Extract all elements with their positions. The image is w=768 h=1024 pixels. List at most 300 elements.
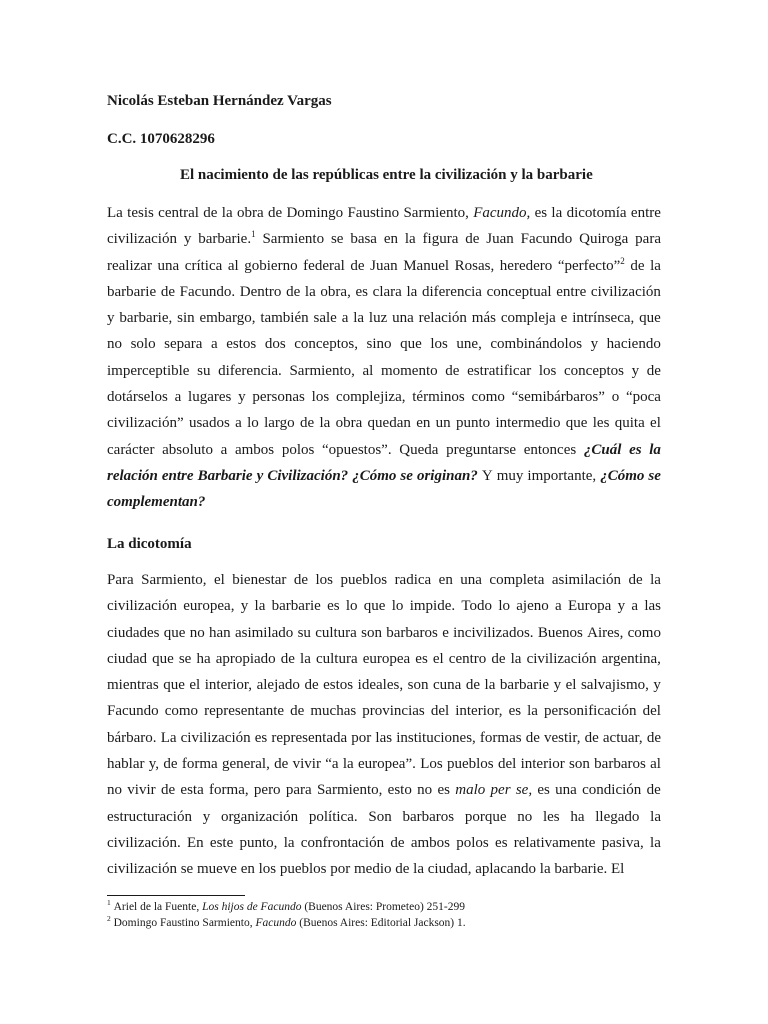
word: barbaros (386, 624, 438, 641)
word: de (525, 729, 540, 746)
word: su (197, 362, 211, 379)
word: no (107, 782, 122, 799)
word: al (650, 756, 661, 773)
word: de (584, 729, 599, 746)
text-line (107, 200, 661, 226)
word: que (152, 650, 174, 667)
word: una (157, 257, 180, 274)
word: Quiroga (579, 231, 629, 248)
text-line (107, 751, 661, 777)
footnotes (107, 899, 661, 931)
word: de (646, 362, 661, 379)
word: quita (614, 415, 645, 432)
word: la (406, 283, 418, 300)
emphasized-question: Barbarie (197, 467, 253, 484)
word: estratificar (467, 362, 532, 379)
word: ciudades (107, 624, 160, 641)
text-line (107, 856, 661, 882)
word: la (650, 257, 661, 274)
word: de (630, 257, 645, 274)
text-line (107, 305, 661, 331)
text-line (107, 331, 661, 357)
word: en (416, 415, 431, 432)
word: personificación (544, 703, 637, 720)
word: solo (130, 336, 156, 353)
footnote-separator (107, 895, 245, 896)
word: interior (520, 756, 565, 773)
word: Sarmiento, (403, 205, 469, 221)
word: vivir (127, 782, 156, 799)
word: realizar (107, 257, 152, 274)
word: Sarmiento, (316, 782, 383, 799)
text-line (107, 226, 661, 252)
word: une, (456, 336, 482, 353)
word: Queda (399, 441, 439, 458)
word: una (460, 572, 482, 588)
citation-title: Los hijos de Facundo (202, 901, 302, 913)
word: instituciones, (396, 729, 476, 746)
word: la (527, 703, 538, 720)
word: a (235, 415, 242, 432)
word: alejado (256, 677, 300, 694)
word: haciendo (606, 336, 661, 353)
word: Buenos (537, 624, 583, 641)
word: ciudad (107, 650, 147, 667)
word: La (107, 205, 123, 221)
word: de (290, 703, 305, 720)
word: combinándolos (490, 336, 583, 353)
word: ambos (234, 441, 275, 458)
word: se (178, 650, 192, 667)
word: las (644, 598, 661, 615)
word: momento (380, 362, 438, 379)
word: se (330, 231, 344, 248)
word: bienestar (232, 572, 287, 588)
word: intermedio (495, 415, 561, 432)
word: es (508, 703, 522, 720)
word: que (363, 598, 386, 615)
word: Y (481, 467, 493, 484)
word: lo (391, 598, 404, 615)
word: al (227, 257, 239, 274)
word: Juan (486, 231, 514, 248)
word: el (650, 415, 661, 432)
word: de (293, 572, 309, 588)
word: es (415, 650, 428, 667)
word: europea (362, 650, 411, 667)
word: confrontación (300, 834, 385, 851)
italic-text: malo (455, 782, 486, 799)
word: son (569, 756, 590, 773)
word: del (642, 703, 661, 720)
word: a (220, 441, 228, 458)
word: conceptos (564, 362, 624, 379)
word: Facundo (520, 231, 573, 248)
word-with-footnote (558, 253, 625, 279)
word: gobierno (244, 257, 298, 274)
word: en (438, 572, 453, 588)
word: vestir, (543, 729, 581, 746)
word: quedan (367, 415, 411, 432)
word: representada (271, 729, 348, 746)
text-line (107, 725, 661, 751)
word: cultura (315, 650, 358, 667)
word: argentina, (601, 650, 661, 667)
word: no (417, 782, 433, 799)
word: y, (148, 756, 160, 773)
text-line (107, 410, 661, 436)
word: bárbaro. (107, 729, 157, 746)
word: de (280, 650, 295, 667)
word: civilización (526, 650, 597, 667)
word: que (565, 415, 588, 432)
word: de (465, 231, 480, 248)
word: que (163, 677, 185, 694)
emphasized-question: y (256, 467, 264, 484)
word: a (631, 598, 639, 615)
word: “semibárbaros” (511, 389, 605, 406)
word: Todo (461, 598, 493, 615)
id-number: C.C. 1070628296 (107, 131, 215, 147)
citation-text: (Buenos Aires: Prometeo) 251-299 (301, 901, 465, 913)
word: por (351, 729, 372, 746)
word: como (471, 389, 505, 406)
text-line (107, 358, 661, 384)
word: un (435, 415, 451, 432)
word: y (202, 808, 211, 825)
emphasized-question: Civilización? (267, 467, 349, 484)
word: de (274, 756, 289, 773)
word: largo (264, 415, 295, 432)
word: no (107, 336, 122, 353)
word: Los (420, 756, 443, 773)
word: esto (387, 782, 412, 799)
word: estos (323, 677, 354, 694)
text-line (107, 437, 661, 463)
word: de (160, 782, 176, 799)
word: intrínseca, (572, 310, 635, 327)
emphasized-question: ¿Cómo (600, 467, 645, 484)
word: la (650, 834, 661, 851)
word: del (497, 756, 517, 773)
word: y (590, 336, 599, 353)
word: el (565, 677, 577, 694)
text-line (107, 830, 661, 856)
document-title: El nacimiento de las repúblicas entre la civilización y la barbarie (180, 167, 593, 183)
word: civilización (107, 231, 177, 248)
word: a (341, 310, 349, 327)
word: conceptos, (294, 336, 358, 353)
word: polos (456, 834, 489, 851)
word: europea, (183, 598, 235, 615)
word: han (209, 624, 231, 641)
word: formas (479, 729, 522, 746)
word: las (375, 729, 393, 746)
word: no (517, 808, 533, 825)
emphasized-question: complementan? (107, 494, 206, 511)
word: pueblos (340, 572, 388, 588)
word: como (164, 703, 199, 720)
word: relación (418, 310, 467, 327)
word: europea”. (358, 756, 416, 773)
word: entre (556, 283, 587, 300)
word: luz (368, 310, 388, 327)
word: centro (448, 650, 487, 667)
word: Domingo (286, 205, 344, 221)
word: diferencia. (218, 362, 282, 379)
word: los (311, 389, 330, 406)
word: llegado (595, 808, 640, 825)
word: civilización (590, 283, 661, 300)
word: la (551, 205, 563, 221)
word: estructuración (107, 808, 192, 825)
word: el (213, 572, 225, 588)
text-line (107, 567, 661, 593)
word: ambos (410, 834, 450, 851)
word: y (183, 231, 192, 248)
word: heredero (499, 257, 553, 274)
word: ajeno (516, 598, 549, 615)
word: es (495, 834, 508, 851)
word: dicotomía (566, 205, 627, 221)
word: absoluto (162, 441, 213, 458)
word: clara (372, 283, 402, 300)
word: Faustino (347, 205, 400, 221)
citation-text: Domingo Faustino Sarmiento, (110, 917, 256, 929)
word: y (617, 598, 626, 615)
word: figura (422, 231, 459, 248)
word: política. (308, 808, 358, 825)
word: una (555, 782, 577, 799)
word: los (538, 362, 557, 379)
word: compleja (500, 310, 556, 327)
text-line (107, 804, 661, 830)
word: es (537, 782, 550, 799)
word: son (361, 624, 382, 641)
word: En (186, 834, 204, 851)
text-line (107, 489, 661, 515)
word: provincias (362, 703, 425, 720)
word: de (350, 257, 365, 274)
word: forma, (209, 782, 249, 799)
word: en (383, 231, 398, 248)
text-line (107, 672, 661, 698)
text-line (107, 279, 661, 305)
word: de (304, 677, 319, 694)
word: civilización (107, 598, 177, 615)
italic-text: per (490, 782, 511, 799)
word: esta (180, 782, 204, 799)
word: mientras (107, 677, 159, 694)
word: federal (303, 257, 345, 274)
word: una (392, 310, 414, 327)
emphasized-question: se (400, 467, 413, 484)
footnote-reference: 2 (620, 255, 625, 266)
word: de (445, 362, 460, 379)
word: asimilado (234, 624, 294, 641)
word: barbarie, (119, 310, 173, 327)
footnote-number: 1 (107, 898, 111, 908)
word: lo (247, 415, 259, 432)
word: son (407, 677, 429, 694)
emphasized-question: la (649, 441, 661, 458)
word: punto, (239, 834, 278, 851)
word: barbaros (402, 808, 455, 825)
citation-title: Facundo (255, 917, 297, 929)
word: términos (412, 389, 465, 406)
citation-text: (Buenos Aires: Editorial Jackson) 1. (296, 917, 466, 929)
word: incivilizados. (453, 624, 534, 641)
word: dos (264, 336, 286, 353)
word: separa (164, 336, 203, 353)
word: condición (582, 782, 642, 799)
word: al (362, 362, 374, 379)
emphasized-question: ¿Cuál (583, 441, 622, 458)
word: de (267, 205, 283, 221)
word: obra, (320, 283, 351, 300)
word: embargo, (199, 310, 256, 327)
word: Facundo (107, 703, 159, 720)
word: es (355, 283, 368, 300)
word: entonces (523, 441, 577, 458)
word: barbarie. (198, 231, 252, 248)
word: que (400, 336, 422, 353)
italic-text: Facundo, (473, 205, 531, 221)
emphasized-question: entre (161, 467, 194, 484)
paragraph-dicotomia (107, 567, 661, 883)
word: vivir (292, 756, 321, 773)
word: cultura (315, 624, 357, 641)
emphasized-question: es (629, 441, 642, 458)
word: estos (226, 336, 257, 353)
word: de (160, 283, 175, 300)
word: punto (455, 415, 491, 432)
word: Son (368, 808, 392, 825)
word: imperceptible (107, 362, 190, 379)
word: hablar (107, 756, 145, 773)
word: de (299, 415, 315, 432)
word: barbarie (107, 283, 157, 300)
word: la (221, 205, 233, 221)
word: los (430, 336, 448, 353)
word: la (510, 650, 522, 667)
word: lo (345, 598, 358, 615)
word: lo (498, 598, 510, 615)
word: obra (236, 205, 264, 221)
word: obra (335, 415, 363, 432)
text-run: civilización se mueve en los pueblos por medio de la ciudad, aplacando la barbarie. El (107, 861, 625, 878)
word: les (542, 808, 560, 825)
word: muchas (310, 703, 357, 720)
word: ha (196, 650, 211, 667)
word: Manuel (403, 257, 450, 274)
word: e (560, 310, 568, 327)
word: apropiado (215, 650, 276, 667)
word: asimilación (551, 572, 621, 588)
word: el (189, 677, 201, 694)
word: y (107, 310, 115, 327)
emphasized-question: ¿Cómo (352, 467, 397, 484)
text-line (107, 620, 661, 646)
word: la (484, 677, 496, 694)
word: salvajismo, (580, 677, 649, 694)
word: la (342, 756, 354, 773)
word: la (254, 598, 266, 615)
word: interior, (455, 703, 503, 720)
word: de (465, 677, 481, 694)
emphasized-question: originan? (416, 467, 478, 484)
section-heading-dicotomia: La dicotomía (107, 536, 192, 552)
word: a (174, 389, 182, 406)
word: es (534, 205, 548, 221)
word: porque (464, 808, 507, 825)
word: importante, (527, 467, 597, 484)
word: la (304, 283, 316, 300)
word: la (319, 415, 331, 432)
word: usados (188, 415, 230, 432)
word: Aires, (587, 624, 624, 641)
word: ideales, (357, 677, 404, 694)
word: civilización” (107, 415, 184, 432)
word: Juan (370, 257, 398, 274)
word: para (635, 231, 661, 248)
emphasized-question: relación (107, 467, 158, 484)
word: como (627, 624, 661, 641)
word: Sarmiento (262, 231, 325, 248)
word: Europa (567, 598, 612, 615)
word: general, (221, 756, 270, 773)
word: Para (107, 572, 134, 588)
word: civilización. (107, 834, 181, 851)
paragraph-thesis (107, 200, 661, 516)
text-line (107, 646, 661, 672)
word: barbarie (271, 598, 321, 615)
footnote-item (107, 899, 661, 915)
word: complejiza, (335, 389, 406, 406)
word: completa (489, 572, 545, 588)
word: les (592, 415, 610, 432)
word: basa (350, 231, 377, 248)
word: y (653, 677, 661, 694)
word: relativamente (513, 834, 596, 851)
word: de (628, 572, 643, 588)
word: civilización (180, 729, 251, 746)
word: no (189, 624, 205, 641)
text-line (107, 698, 661, 724)
word-with-footnote (198, 226, 255, 252)
word: personas (252, 389, 305, 406)
word: sale (313, 310, 337, 327)
word: la (300, 650, 311, 667)
word: pero (253, 782, 281, 799)
word: de (390, 834, 405, 851)
word: la (404, 231, 416, 248)
word: de (286, 283, 301, 300)
word: ha (570, 808, 585, 825)
word: de (491, 650, 506, 667)
text-line (107, 593, 661, 619)
word: actuar, (602, 729, 643, 746)
word: “perfecto” (557, 257, 621, 274)
word: de (646, 782, 661, 799)
text-line (107, 463, 661, 489)
word: y (238, 389, 246, 406)
word: su (297, 624, 311, 641)
word: impide. (409, 598, 456, 615)
word: la (353, 310, 365, 327)
word: pueblos (446, 756, 494, 773)
word: dotárselos (107, 389, 168, 406)
